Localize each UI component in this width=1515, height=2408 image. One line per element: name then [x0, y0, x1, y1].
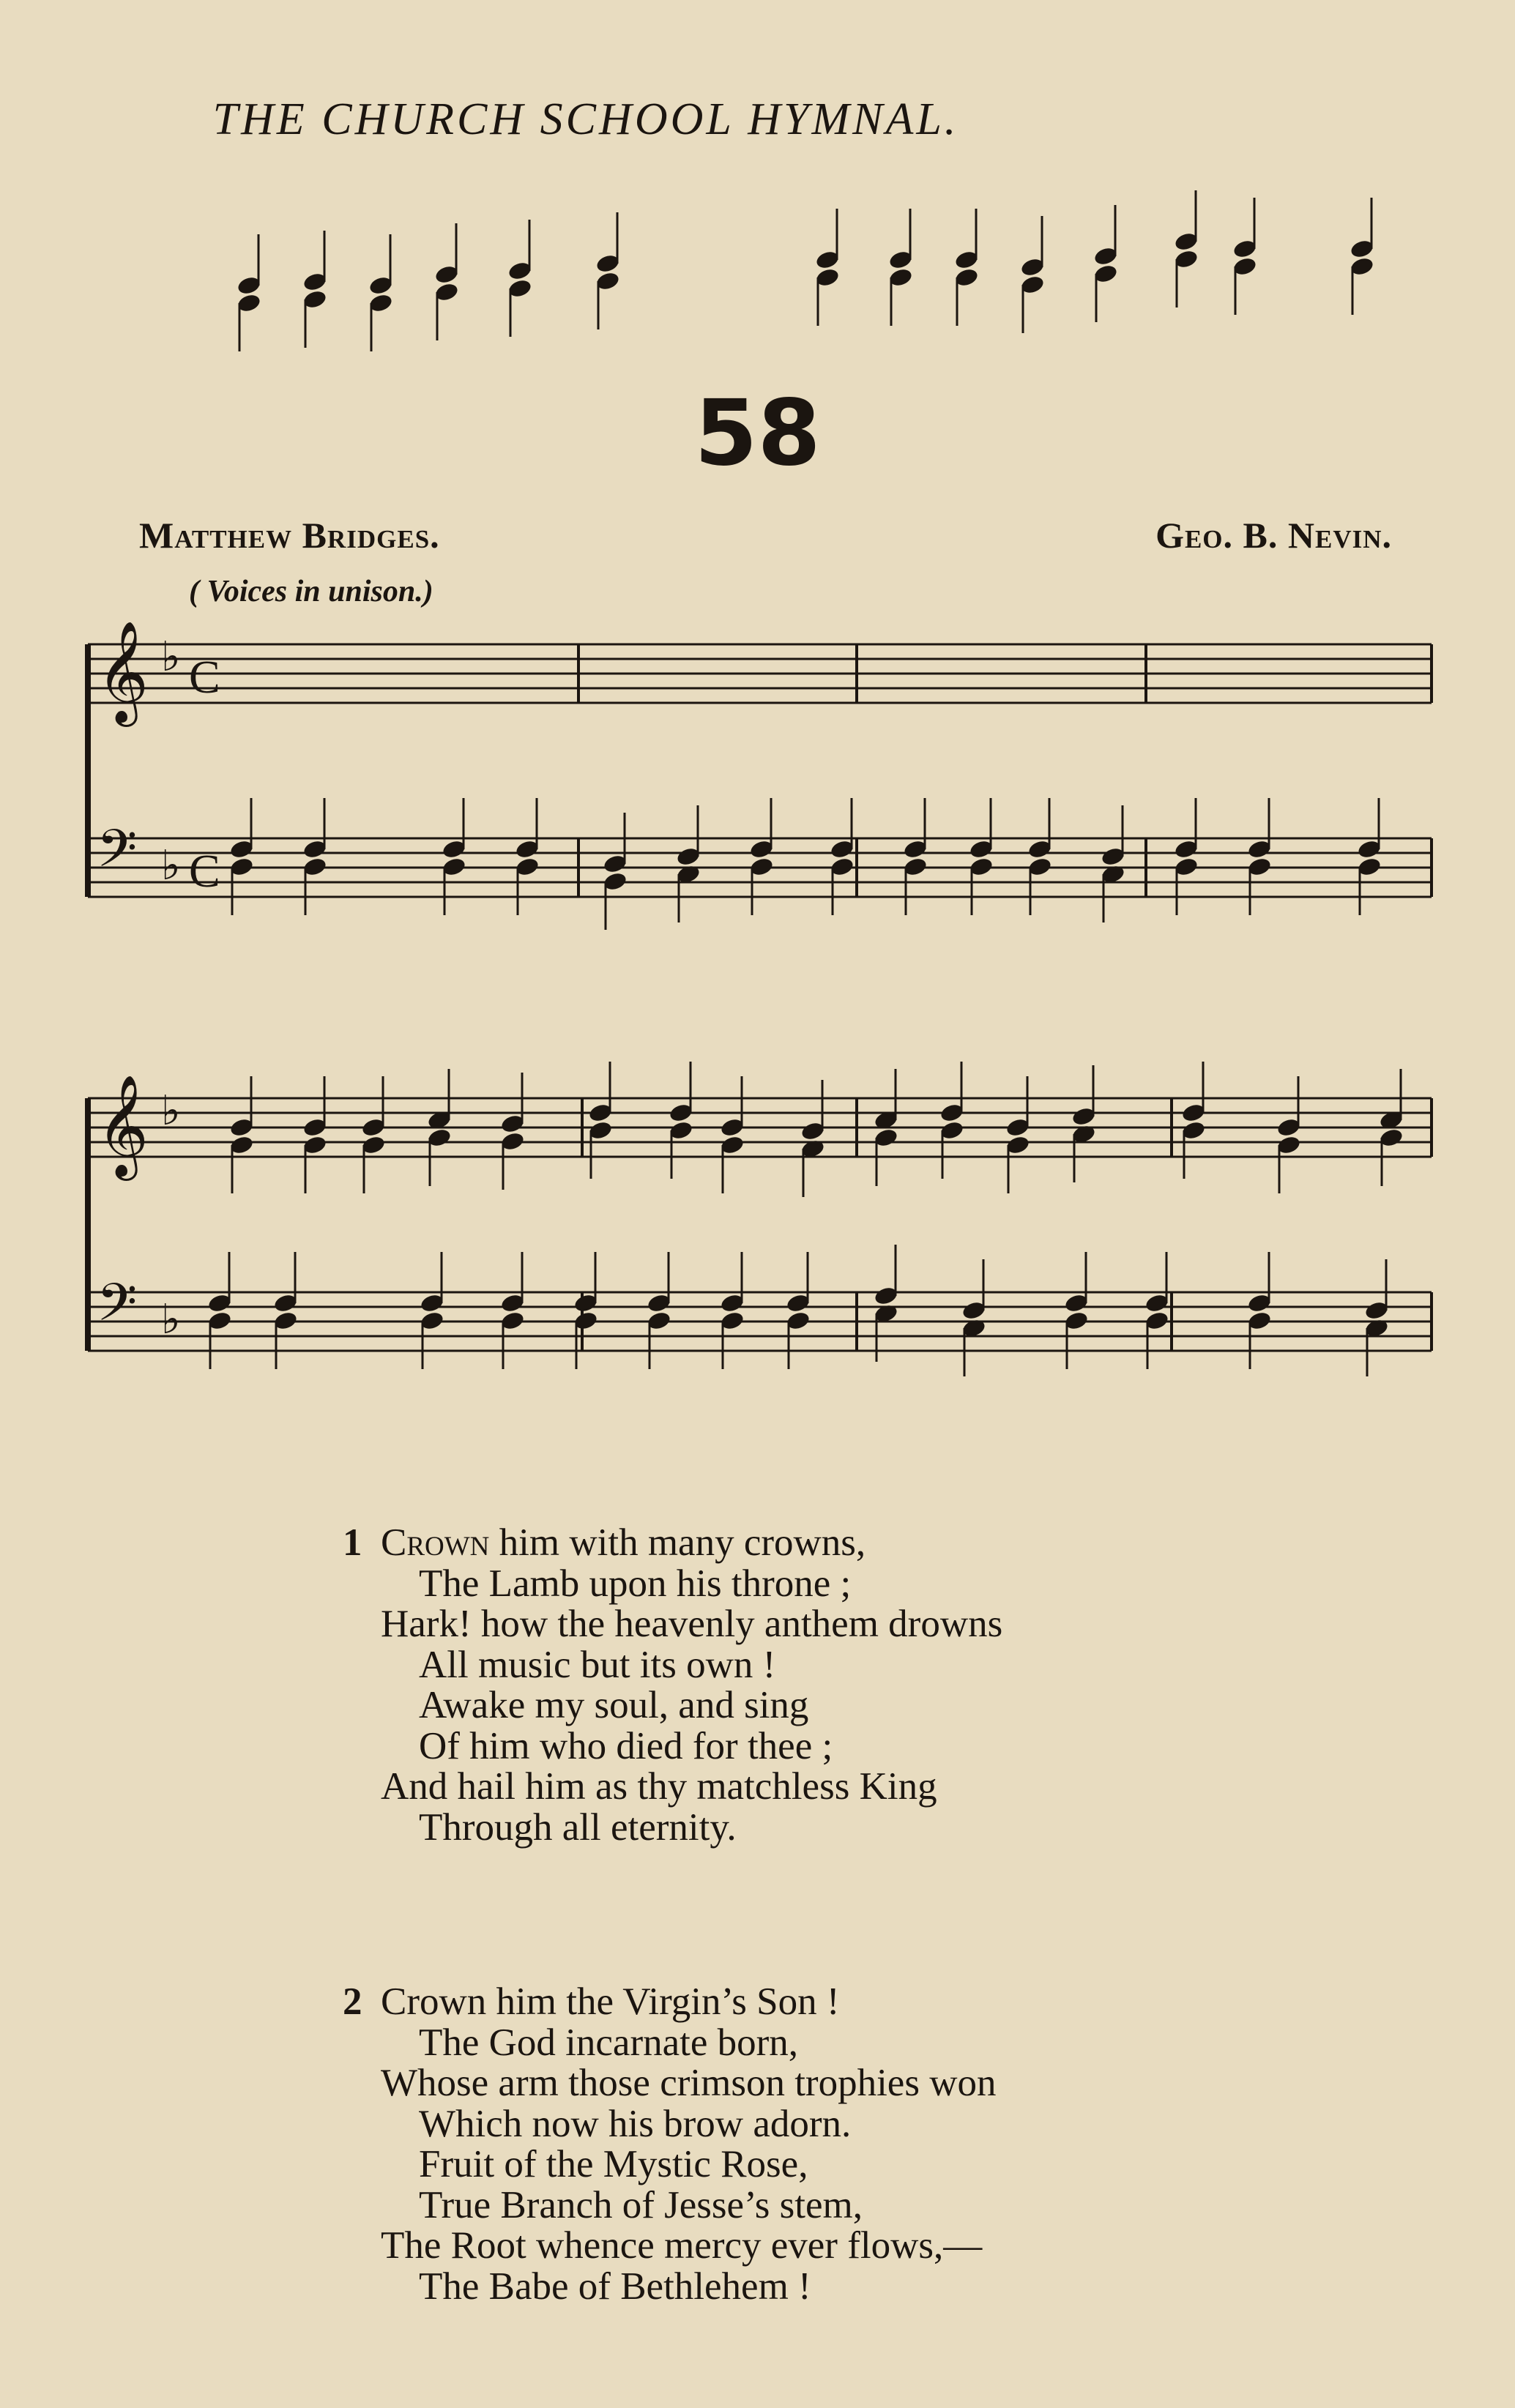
verse-line: Of him who died for thee ; — [419, 1724, 833, 1767]
verse-line: Which now his brow adorn. — [419, 2102, 852, 2145]
verse-line: 2 Crown him the Virgin’s Son ! — [343, 1980, 840, 2023]
verse-line: Whose arm those crimson trophies won — [381, 2062, 997, 2104]
bass-clef: 𝄢 — [97, 819, 138, 892]
verse-line: Hark! how the heavenly anthem drowns — [381, 1603, 1003, 1645]
verse-line: Through all eternity. — [419, 1805, 737, 1849]
verse-line: And hail him as thy matchless King — [381, 1765, 937, 1808]
verse-line: The Babe of Bethlehem ! — [419, 2265, 811, 2308]
verse-line: The God incarnate born, — [419, 2021, 799, 2064]
composer-name: Geo. B. Nevin. — [1155, 515, 1392, 556]
verse-2 — [343, 1980, 997, 2308]
running-title: THE CHURCH SCHOOL HYMNAL. — [212, 94, 959, 144]
key-signature-flat: ♭ — [161, 842, 181, 890]
verse-line: The Root whence mercy ever flows,— — [381, 2224, 983, 2267]
time-signature: C — [189, 651, 220, 703]
performance-direction: ( Voices in unison.) — [189, 575, 433, 608]
key-signature-flat: ♭ — [161, 1087, 181, 1135]
verse-number: 2 — [343, 1980, 362, 2023]
treble-clef: 𝄞 — [97, 621, 149, 723]
verse-line: Fruit of the Mystic Rose, — [419, 2143, 808, 2185]
time-signature: C — [189, 845, 220, 897]
verse-1 — [343, 1521, 1003, 1849]
hymn-number: 58 — [694, 381, 821, 486]
treble-clef: 𝄞 — [97, 1075, 149, 1177]
bass-clef: 𝄢 — [97, 1272, 138, 1346]
verse-number: 1 — [343, 1521, 362, 1564]
verse-line: Awake my soul, and sing — [419, 1684, 809, 1726]
verse-line: All music but its own ! — [419, 1643, 776, 1686]
author-name: Matthew Bridges. — [139, 515, 440, 556]
verse-line: True Branch of Jesse’s stem, — [419, 2183, 863, 2226]
key-signature-flat: ♭ — [161, 1296, 181, 1343]
verse-line: The Lamb upon his throne ; — [419, 1562, 852, 1605]
key-signature-flat: ♭ — [161, 633, 181, 681]
verse-line: 1 Crown him with many crowns, — [343, 1521, 866, 1564]
